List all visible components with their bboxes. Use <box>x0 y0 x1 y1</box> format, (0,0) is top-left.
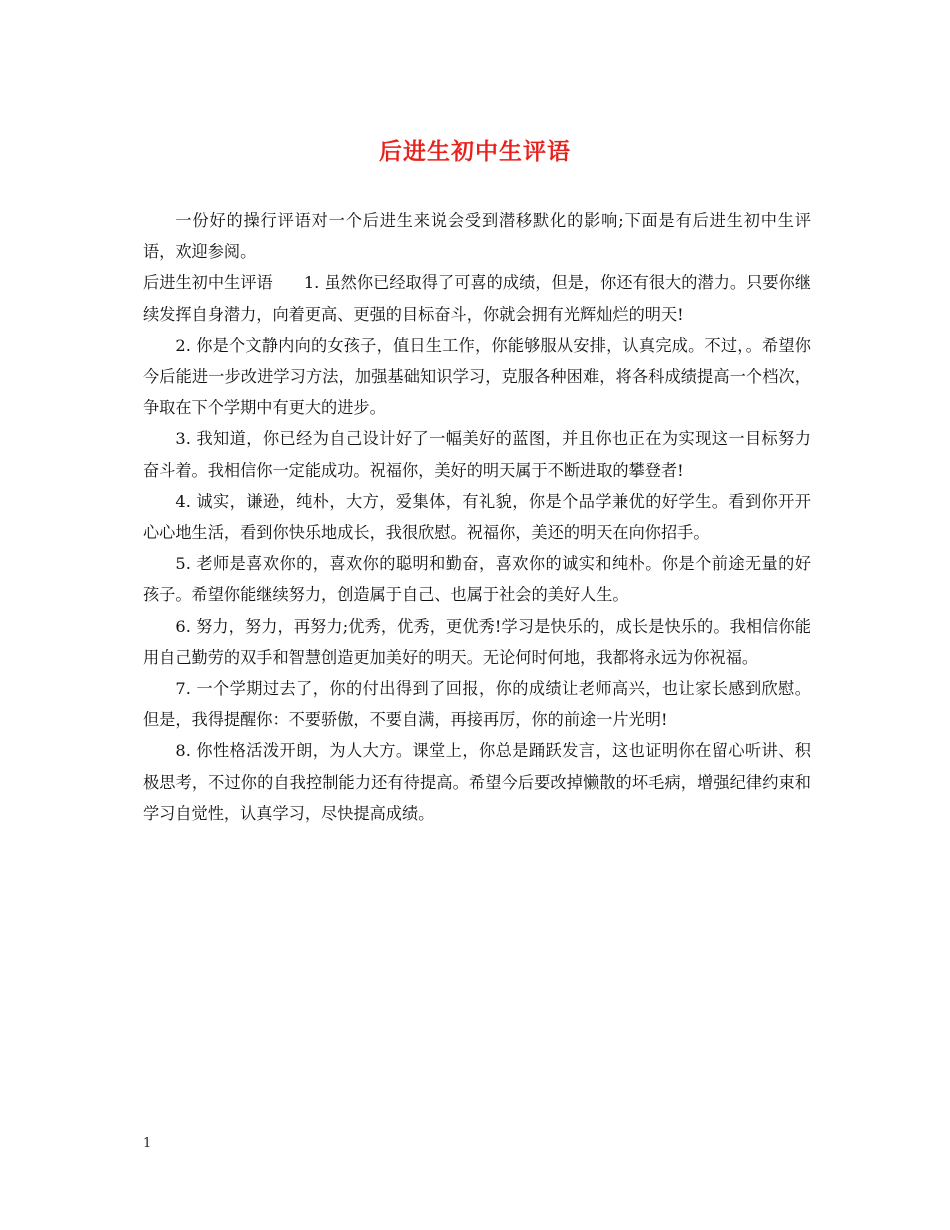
comment-paragraph-5: 5. 老师是喜欢你的，喜欢你的聪明和勤奋，喜欢你的诚实和纯朴。你是个前途无量的好孩子。希望你能继续努力，创造属于自己、也属于社会的美好人生。 <box>143 554 811 605</box>
intro-paragraph: 一份好的操行评语对一个后进生来说会受到潜移默化的影响;下面是有后进生初中生评语，欢迎参阅。 <box>143 211 811 262</box>
comment-paragraph-8: 8. 你性格活泼开朗，为人大方。课堂上，你总是踊跃发言，这也证明你在留心听讲、积极思考，不过你的自我控制能力还有待提高。希望今后要改掉懒散的坏毛病，增强纪律约束和学习自觉性，认真学习，尽快提高成绩。 <box>143 741 811 823</box>
comment-paragraph-1: 后进生初中生评语 1. 虽然你已经取得了可喜的成绩，但是，你还有很大的潜力。只要你继续发挥自身潜力，向着更高、更强的目标奋斗，你就会拥有光辉灿烂的明天! <box>143 273 811 324</box>
comment-paragraph-2: 2. 你是个文静内向的女孩子，值日生工作，你能够服从安排，认真完成。不过，。希望你今后能进一步改进学习方法，加强基础知识学习，克服各种困难，将各科成绩提高一个档次，争取在下个学期中有更大的进步。 <box>143 335 811 418</box>
document-body <box>143 205 811 829</box>
comment-paragraph-6: 6. 努力，努力，再努力;优秀，优秀，更优秀!学习是快乐的，成长是快乐的。我相信你能用自己勤劳的双手和智慧创造更加美好的明天。无论何时何地，我都将永远为你祝福。 <box>143 616 811 667</box>
comment-paragraph-7: 7. 一个学期过去了，你的付出得到了回报，你的成绩让老师高兴，也让家长感到欣慰。但是，我得提醒你：不要骄傲，不要自满，再接再厉，你的前途一片光明! <box>143 679 811 730</box>
comment-paragraph-3: 3. 我知道，你已经为自己设计好了一幅美好的蓝图，并且你也正在为实现这一目标努力奋斗着。我相信你一定能成功。祝福你，美好的明天属于不断进取的攀登者! <box>143 429 811 480</box>
document-title: 后进生初中生评语 <box>379 138 571 165</box>
page-number: 1 <box>143 1136 152 1151</box>
comment-paragraph-4: 4. 诚实，谦逊，纯朴，大方，爱集体，有礼貌，你是个品学兼优的好学生。看到你开开心心地生活，看到你快乐地成长，我很欣慰。祝福你，美还的明天在向你招手。 <box>143 491 811 543</box>
